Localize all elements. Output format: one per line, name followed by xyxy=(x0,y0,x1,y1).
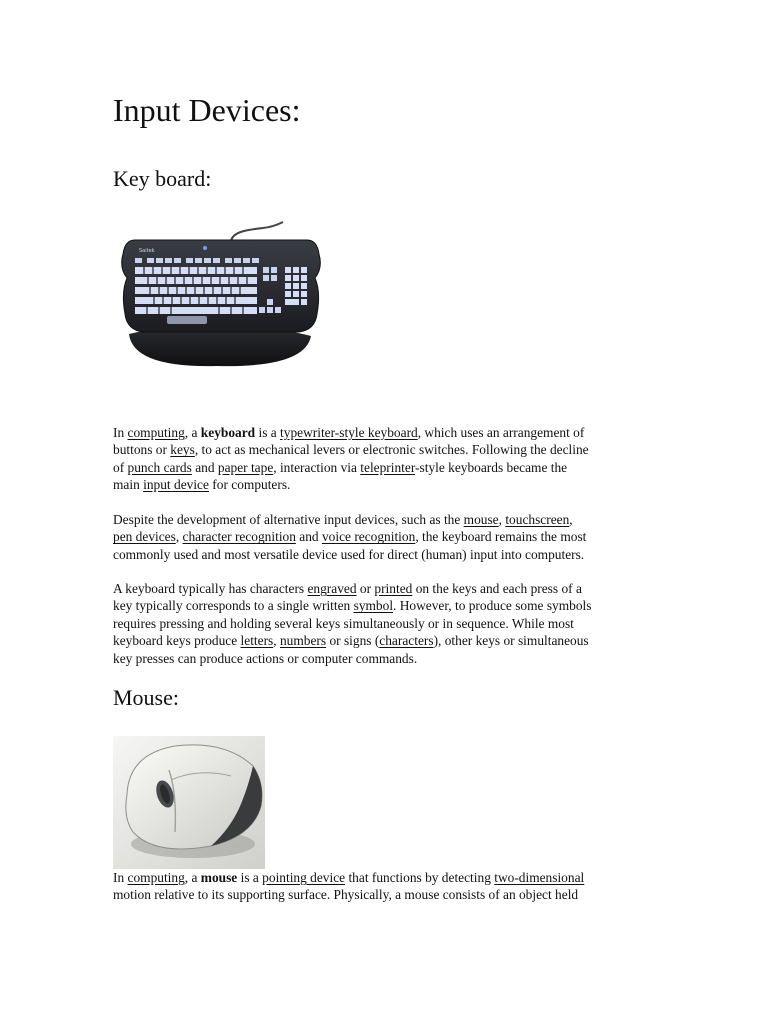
text-run: , xyxy=(273,633,280,649)
hyperlink[interactable]: numbers xyxy=(279,633,327,649)
text-run: is a xyxy=(255,425,281,440)
hyperlink[interactable]: pointing device xyxy=(262,870,346,885)
mouse-image xyxy=(113,736,265,869)
hyperlink[interactable]: characters xyxy=(379,633,434,649)
text-line xyxy=(113,528,658,545)
text-line xyxy=(113,476,658,493)
text-line xyxy=(113,615,658,632)
mouse-heading: Mouse: xyxy=(113,685,179,710)
text-run: Despite the development of alternative input devices, such as the xyxy=(113,512,464,527)
function-keys xyxy=(135,258,259,263)
text-line xyxy=(113,632,658,649)
text-run: keyboard keys produce xyxy=(113,633,241,649)
hyperlink[interactable]: engraved xyxy=(307,581,357,596)
text-run: buttons or xyxy=(113,442,171,458)
hyperlink[interactable]: paper tape xyxy=(217,459,274,475)
text-line xyxy=(113,424,658,441)
text-run: motion relative to its supporting surface. Physically, a mouse consists of an object held xyxy=(113,887,579,903)
hyperlink[interactable]: punch cards xyxy=(127,459,192,475)
text-run: In xyxy=(113,425,128,440)
text-line xyxy=(113,886,658,903)
text-line xyxy=(113,546,658,563)
text-line xyxy=(113,869,658,886)
text-run: commonly used and most versatile device used for direct (human) input into computers. xyxy=(113,546,585,562)
hyperlink[interactable]: computing xyxy=(127,870,185,885)
text-run: main xyxy=(113,477,144,493)
text-run: and xyxy=(295,529,322,545)
keyboard-paragraph-3 xyxy=(113,580,658,667)
hyperlink[interactable]: symbol xyxy=(353,598,394,614)
text-line xyxy=(113,441,658,458)
keyboard-brand: Saitek xyxy=(139,248,155,254)
hyperlink[interactable]: input device xyxy=(143,477,209,493)
text-line xyxy=(113,597,658,614)
hyperlink[interactable]: teleprinter xyxy=(360,459,416,475)
text-run: of xyxy=(113,459,128,475)
text-run: for computers. xyxy=(208,477,291,493)
text-run: key typically corresponds to a single written xyxy=(113,598,354,614)
text-line xyxy=(113,650,658,667)
hyperlink[interactable]: pen devices xyxy=(113,529,176,545)
text-run: and xyxy=(191,459,218,475)
page-title: Input Devices: xyxy=(113,92,301,128)
hyperlink[interactable]: two-dimensional xyxy=(494,870,585,885)
hyperlink[interactable]: keys xyxy=(170,442,195,458)
mouse-shell xyxy=(126,745,262,849)
hyperlink[interactable]: mouse xyxy=(463,512,499,527)
bold-term: mouse xyxy=(200,870,238,885)
text-run: , which uses an arrangement of xyxy=(417,425,585,440)
text-run: or signs ( xyxy=(326,633,380,649)
text-run: , xyxy=(175,529,183,545)
text-line xyxy=(113,511,658,528)
text-run: that functions by detecting xyxy=(345,870,495,885)
hyperlink[interactable]: touchscreen xyxy=(505,512,570,527)
text-run: , a xyxy=(184,870,201,885)
hyperlink[interactable]: character recognition xyxy=(182,529,296,545)
text-run: requires pressing and holding several keys simultaneously or in sequence. While most xyxy=(113,615,574,631)
hyperlink[interactable]: typewriter-style keyboard xyxy=(280,425,418,440)
keyboard-paragraph-2 xyxy=(113,511,658,563)
text-run: A keyboard typically has characters xyxy=(113,581,308,596)
hyperlink[interactable]: letters xyxy=(240,633,274,649)
bold-term: keyboard xyxy=(200,425,256,440)
text-run: , a xyxy=(184,425,201,440)
text-run: ), other keys or simultaneous xyxy=(433,633,589,649)
text-run: . However, to produce some symbols xyxy=(393,598,592,614)
text-run: -style keyboards became the xyxy=(415,459,568,475)
text-line xyxy=(113,580,658,597)
text-run: , to act as mechanical levers or electronic switches. Following the decline xyxy=(194,442,589,458)
keyboard-paragraph-1 xyxy=(113,424,658,494)
text-run: is a xyxy=(237,870,263,885)
numpad-keys xyxy=(285,267,307,305)
text-run: , interaction via xyxy=(273,459,361,475)
hyperlink[interactable]: voice recognition xyxy=(321,529,416,545)
text-run: , xyxy=(498,512,506,527)
keyboard-image xyxy=(113,196,328,406)
text-run: key presses can produce actions or computer commands. xyxy=(113,650,418,666)
text-line xyxy=(113,459,658,476)
text-run: or xyxy=(356,581,375,596)
text-run: on the keys and each press of a xyxy=(412,581,582,596)
mouse-paragraph-1 xyxy=(113,869,658,904)
hyperlink[interactable]: computing xyxy=(127,425,185,440)
keyboard-heading: Key board: xyxy=(113,166,212,191)
text-run: In xyxy=(113,870,128,885)
power-led xyxy=(203,246,207,250)
hyperlink[interactable]: printed xyxy=(374,581,413,596)
text-run: , xyxy=(569,512,573,527)
text-run: , the keyboard remains the most xyxy=(415,529,587,545)
